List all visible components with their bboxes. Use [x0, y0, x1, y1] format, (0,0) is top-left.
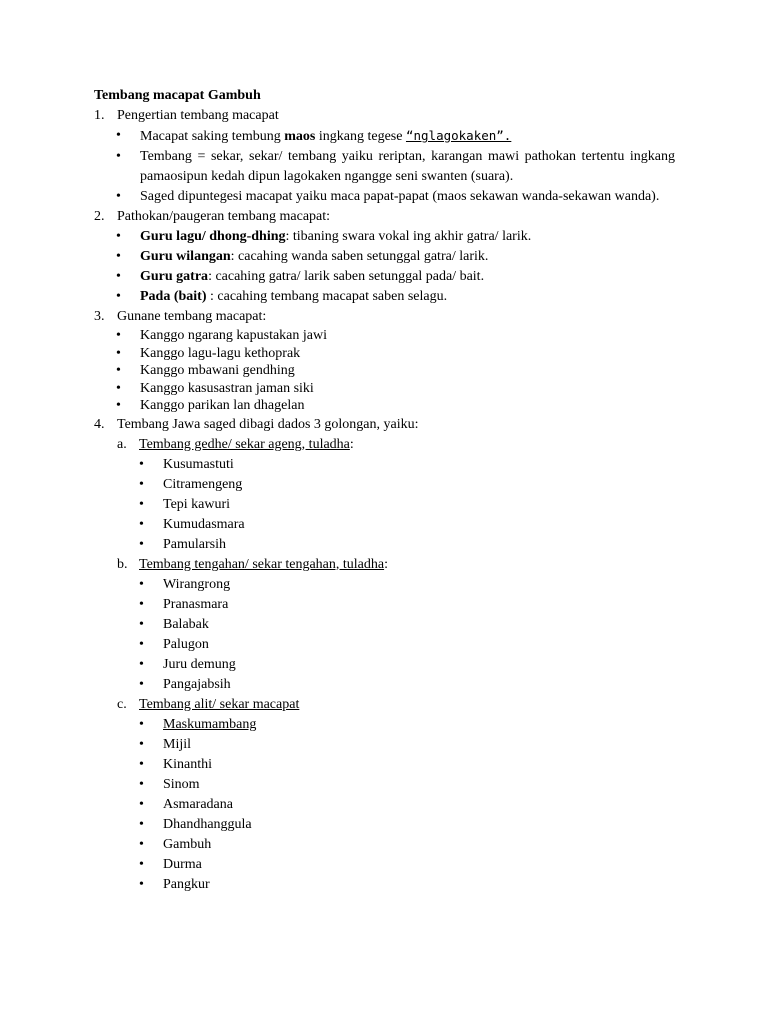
subsection-b-list	[94, 575, 675, 695]
subsection-letter: a.	[117, 436, 127, 452]
list-item: • Wirangrong	[94, 575, 675, 595]
quoted-term: “nglagokaken”.	[405, 128, 512, 143]
underlined-item: Maskumambang	[163, 716, 257, 732]
section-number: 4.	[94, 416, 105, 432]
section-number: 3.	[94, 309, 105, 324]
bold-term: Guru wilangan	[140, 249, 231, 264]
section-title: Pengertian tembang macapat	[117, 108, 279, 123]
list-item: • Kanggo mbawani gendhing	[94, 362, 675, 380]
list-item: • Pamularsih	[94, 535, 675, 555]
colon: :	[384, 556, 388, 572]
list-item: • Kinanthi	[94, 755, 675, 775]
subsection-letter: b.	[117, 556, 128, 572]
section-1-list	[94, 126, 675, 207]
list-item: • Citramengeng	[94, 475, 675, 495]
term-description: : cacahing wanda saben setunggal gatra/ larik.	[230, 249, 489, 264]
list-item: • Palugon	[94, 635, 675, 655]
list-item	[94, 126, 675, 147]
subsection-letter: c.	[117, 696, 127, 712]
subsection-c-heading	[94, 695, 675, 715]
section-title: Pathokan/paugeran tembang macapat:	[117, 209, 331, 224]
list-item: • Kumudasmara	[94, 515, 675, 535]
text-run: ingkang tegese	[315, 129, 406, 144]
subsection-title: Tembang alit/ sekar macapat	[139, 696, 300, 712]
list-item: • Gambuh	[94, 835, 675, 855]
list-item	[94, 267, 675, 287]
list-item: • Saged dipuntegesi macapat yaiku maca papat-papat (maos sekawan wanda-sekawan wanda).	[94, 187, 675, 207]
bold-term: maos	[284, 129, 316, 144]
section-2-heading	[94, 207, 675, 227]
section-4-heading	[94, 415, 675, 435]
bold-term: Guru gatra	[140, 269, 209, 284]
document-title: Tembang macapat Gambuh	[94, 88, 261, 103]
section-3-list	[94, 327, 675, 415]
list-item: • Durma	[94, 855, 675, 875]
section-number: 2.	[94, 209, 105, 224]
list-item: • Balabak	[94, 615, 675, 635]
section-1-heading	[94, 106, 675, 126]
term-description: : cacahing gatra/ larik saben setunggal pada/ bait.	[208, 269, 485, 284]
list-item: • Kanggo parikan lan dhagelan	[94, 397, 675, 415]
subsection-title: Tembang gedhe/ sekar ageng, tuladha	[139, 436, 350, 452]
term-description: : tibaning swara vokal ing akhir gatra/ larik.	[285, 229, 532, 244]
list-item: • Tembang = sekar, sekar/ tembang yaiku reriptan, karangan mawi pathokan tertentu ingkang pamaosipun kedah dipun lagokaken ngangge seni swanten (suara).	[94, 147, 675, 187]
subsection-c-list	[94, 715, 675, 895]
term-description: : cacahing tembang macapat saben selagu.	[206, 289, 448, 304]
section-3-heading	[94, 307, 675, 327]
section-title: Gunane tembang macapat:	[117, 309, 267, 324]
subsection-title: Tembang tengahan/ sekar tengahan, tuladha	[139, 556, 385, 572]
subsection-a-list	[94, 455, 675, 555]
list-item: • Kanggo kasusastran jaman siki	[94, 380, 675, 398]
section-2-list	[94, 227, 675, 307]
list-item: • Pangajabsih	[94, 675, 675, 695]
list-item: • Pangkur	[94, 875, 675, 895]
section-number: 1.	[94, 108, 105, 123]
list-item: • Mijil	[94, 735, 675, 755]
list-item	[94, 227, 675, 247]
list-item	[94, 287, 675, 307]
list-item: • Dhandhanggula	[94, 815, 675, 835]
list-item	[94, 247, 675, 267]
list-item: • Pranasmara	[94, 595, 675, 615]
list-item: • Asmaradana	[94, 795, 675, 815]
bold-term: Pada (bait)	[140, 289, 207, 304]
subsection-b-heading	[94, 555, 675, 575]
text-run: Macapat saking tembung	[140, 129, 285, 144]
subsection-a-heading	[94, 435, 675, 455]
list-item	[94, 715, 675, 735]
colon: :	[349, 436, 354, 452]
list-item: • Tepi kawuri	[94, 495, 675, 515]
list-item: • Juru demung	[94, 655, 675, 675]
list-item: • Sinom	[94, 775, 675, 795]
list-item: • Kusumastuti	[94, 455, 675, 475]
section-title: Tembang Jawa saged dibagi dados 3 golongan, yaiku:	[117, 416, 419, 432]
document-content	[94, 86, 675, 895]
bold-term: Guru lagu/ dhong-dhing	[140, 229, 286, 244]
list-item: • Kanggo ngarang kapustakan jawi	[94, 327, 675, 345]
list-item: • Kanggo lagu-lagu kethoprak	[94, 345, 675, 363]
